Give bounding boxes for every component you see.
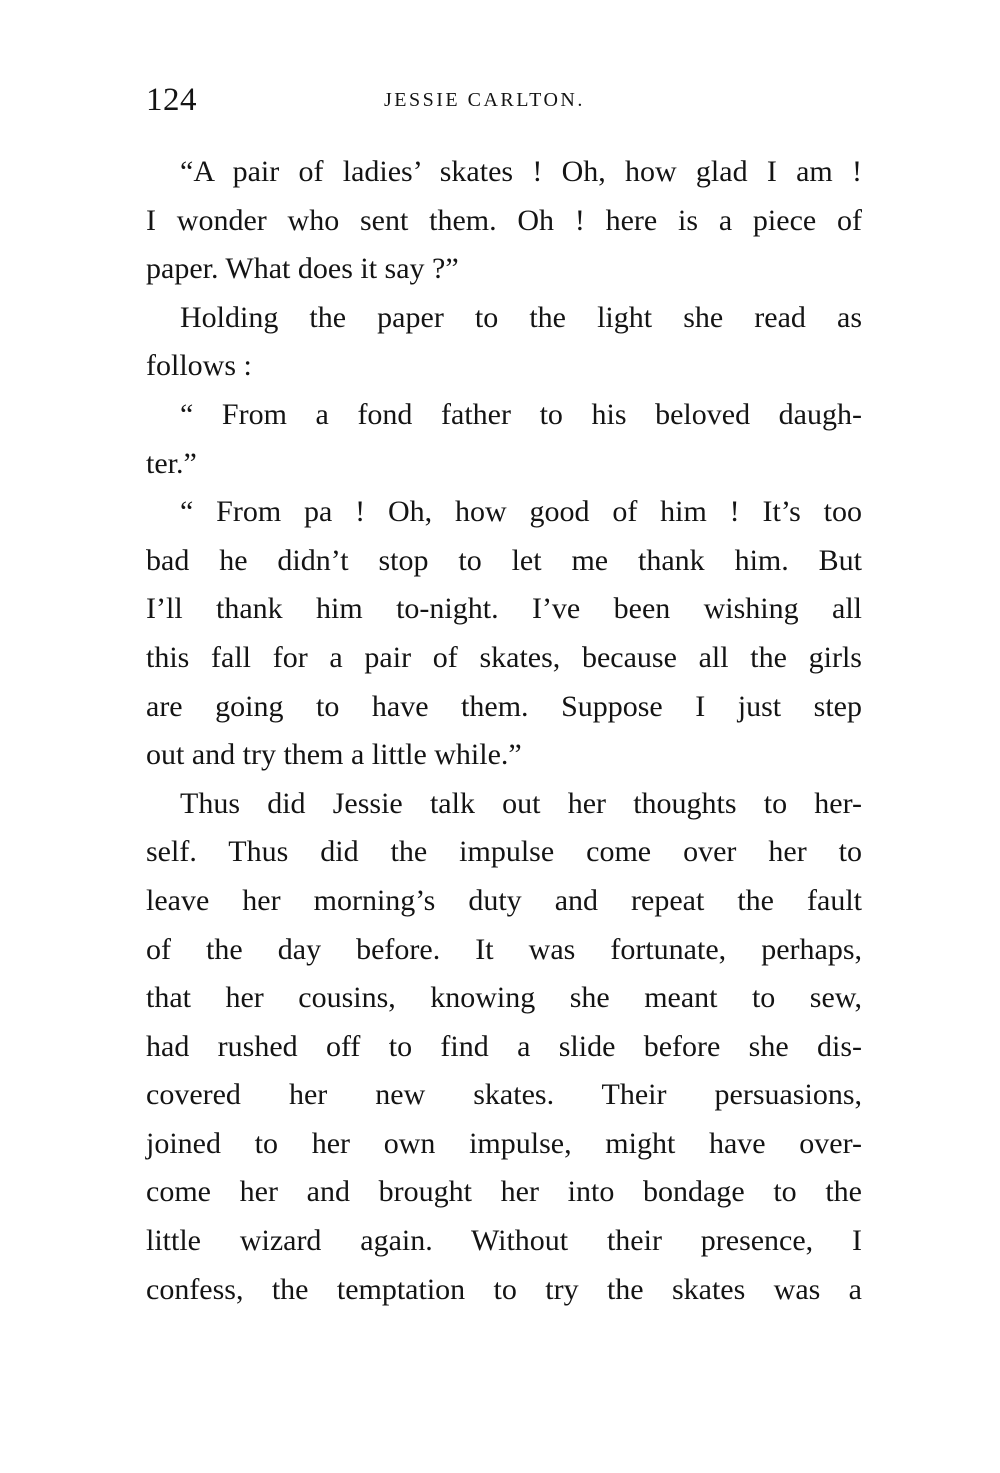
text-line: out and try them a little while.”: [146, 738, 522, 772]
text-line: come her and brought her into bondage to the: [146, 1175, 862, 1209]
page-number: 124: [146, 82, 197, 118]
running-head: [146, 80, 862, 120]
text-line: are going to have them. Suppose I just step: [146, 689, 862, 723]
body-text: [146, 148, 862, 1314]
text-line: of the day before. It was fortunate, perhaps,: [146, 932, 862, 966]
text-line: I wonder who sent them. Oh ! here is a piece of: [146, 203, 862, 237]
text-line: “A pair of ladies’ skates ! Oh, how glad I am !: [180, 155, 862, 188]
text-line: this fall for a pair of skates, because all the girls: [146, 640, 862, 674]
text-line: joined to her own impulse, might have over-: [146, 1126, 862, 1160]
text-line: leave her morning’s duty and repeat the fault: [146, 883, 862, 917]
text-line: Holding the paper to the light she read as: [180, 300, 862, 334]
text-line: “ From pa ! Oh, how good of him ! It’s too: [180, 495, 862, 529]
text-line: self. Thus did the impulse come over her to: [146, 835, 862, 869]
text-line: follows :: [146, 349, 252, 383]
text-line: little wizard again. Without their presence, I: [146, 1224, 862, 1258]
text-line: “ From a fond father to his beloved daugh-: [180, 397, 862, 431]
text-line: covered her new skates. Their persuasions,: [146, 1078, 862, 1112]
text-line: bad he didn’t stop to let me thank him. But: [146, 543, 862, 577]
book-title: JESSIE CARLTON.: [384, 89, 585, 111]
text-line: Thus did Jessie talk out her thoughts to her-: [180, 786, 862, 820]
text-line: confess, the temptation to try the skates was a: [146, 1272, 862, 1306]
text-line: paper. What does it say ?”: [146, 252, 459, 286]
text-line: that her cousins, knowing she meant to sew,: [146, 981, 862, 1015]
text-line: ter.”: [146, 446, 197, 480]
text-line: had rushed off to find a slide before she dis-: [146, 1029, 862, 1063]
text-line: I’ll thank him to-night. I’ve been wishing all: [146, 592, 862, 626]
